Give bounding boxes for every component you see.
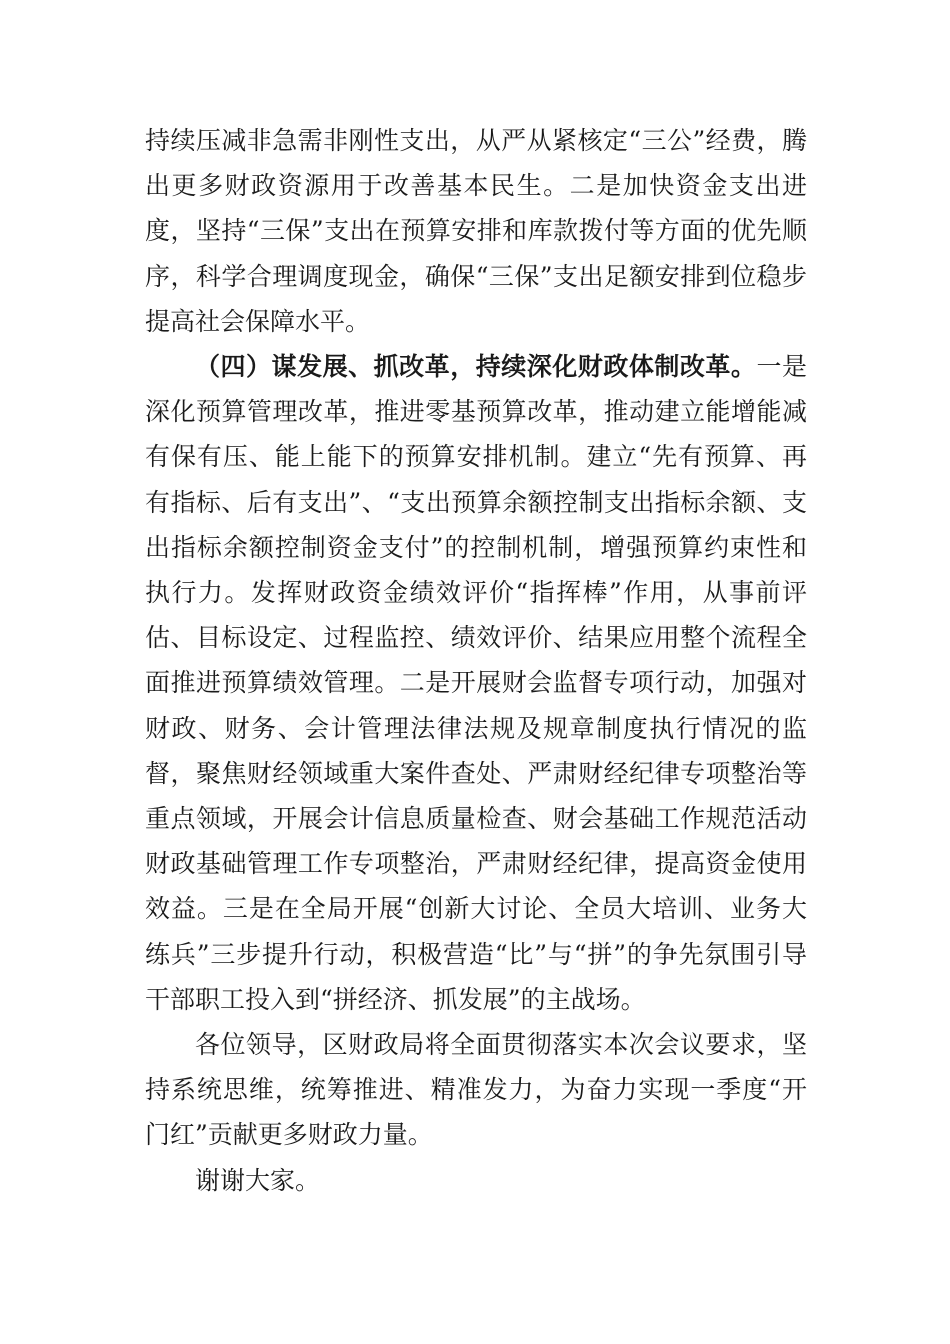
paragraph-reform <box>145 344 807 1022</box>
paragraph-closing: 各位领导，区财政局将全面贯彻落实本次会议要求，坚持系统思维，统筹推进、精准发力，为奋力实现一季度“开门红”贡献更多财政力量。 <box>145 1030 807 1150</box>
paragraph-budget-expenditure: 持续压减非急需非刚性支出，从严从紧核定“三公”经费，腾出更多财政资源用于改善基本民生。二是加快资金支出进度，坚持“三保”支出在预算安排和库款拨付等方面的优先顺序，科学合理调度现金，确保“三保”支出足额安排到位稳步提高社会保障水平。 <box>145 126 807 336</box>
section-heading-four: （四）谋发展、抓改革，持续深化财政体制改革。 <box>195 352 757 382</box>
paragraph-thanks: 谢谢大家。 <box>195 1165 321 1195</box>
document-body <box>145 118 807 1203</box>
section-body-four: 一是深化预算管理改革，推进零基预算改革，推动建立能增能减有保有压、能上能下的预算安排机制。建立“先有预算、再有指标、后有支出”、“支出预算余额控制支出指标余额、支出指标余额控制资金支付”的控制机制，增强预算约束性和执行力。发挥财政资金绩效评价“指挥棒”作用，从事前评估、目标设定、过程监控、绩效评价、结果应用整个流程全面推进预算绩效管理。二是开展财会监督专项行动，加强对财政、财务、会计管理法律法规及规章制度执行情况的监督，聚焦财经领域重大案件查处、严肃财经纪律专项整治等重点领域，开展会计信息质量检查、财会基础工作规范活动财政基础管理工作专项整治，严肃财经纪律，提高资金使用效益。三是在全局开展“创新大讨论、全员大培训、业务大练兵”三步提升行动，积极营造“比”与“拼”的争先氛围引导干部职工投入到“拼经济、抓发展”的主战场。 <box>145 352 807 1014</box>
